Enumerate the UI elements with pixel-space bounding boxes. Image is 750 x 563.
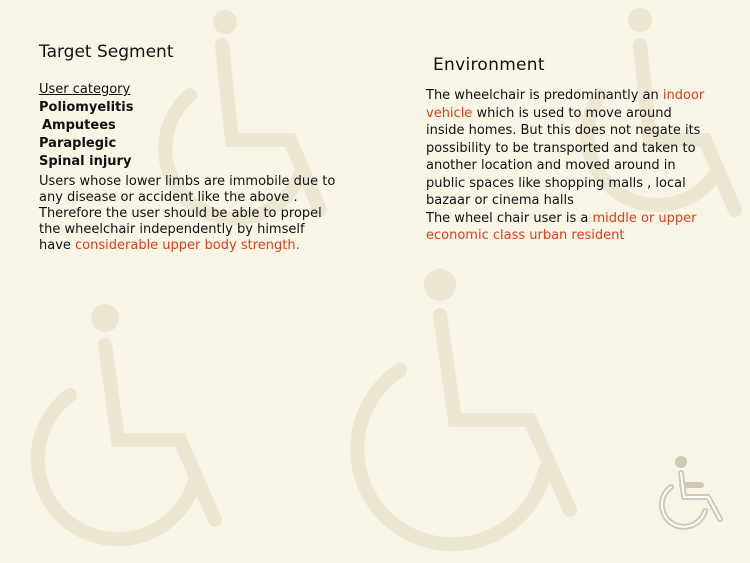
wheelchair-logo-icon (653, 453, 733, 533)
user-category-label: User category (39, 82, 131, 97)
user-class-highlight: middle or upper economic class urban resident (426, 210, 697, 243)
environment-text-start: The wheelchair is predominantly an (426, 88, 663, 103)
environment-heading: Environment (433, 55, 545, 75)
environment-text-end: which is used to move around inside homes. But this does not negate its possibility to be transported and taken to another location and moved around in public spaces like shopping malls , local bazaar or cinema halls (426, 105, 701, 208)
user-description (39, 174, 339, 254)
environment-paragraph (426, 87, 706, 210)
environment-section (426, 53, 706, 245)
category-spinal-injury: Spinal injury (39, 154, 132, 169)
user-class-paragraph (426, 210, 706, 245)
user-description-highlight: considerable upper body strength. (75, 238, 300, 253)
category-poliomyelitis: Poliomyelitis (39, 100, 134, 115)
category-paraplegic: Paraplegic (39, 136, 117, 151)
indoor-vehicle-highlight: indoor vehicle (426, 88, 705, 121)
user-class-text: The wheel chair user is a (426, 210, 593, 226)
category-amputees: Amputees (42, 118, 116, 133)
target-segment-heading: Target Segment (39, 42, 174, 62)
target-segment-section (39, 40, 339, 254)
user-description-text: Users whose lower limbs are immobile due to any disease or accident like the above . Therefore the user should be able to propel the wheelchair independently by himself have (39, 174, 336, 253)
